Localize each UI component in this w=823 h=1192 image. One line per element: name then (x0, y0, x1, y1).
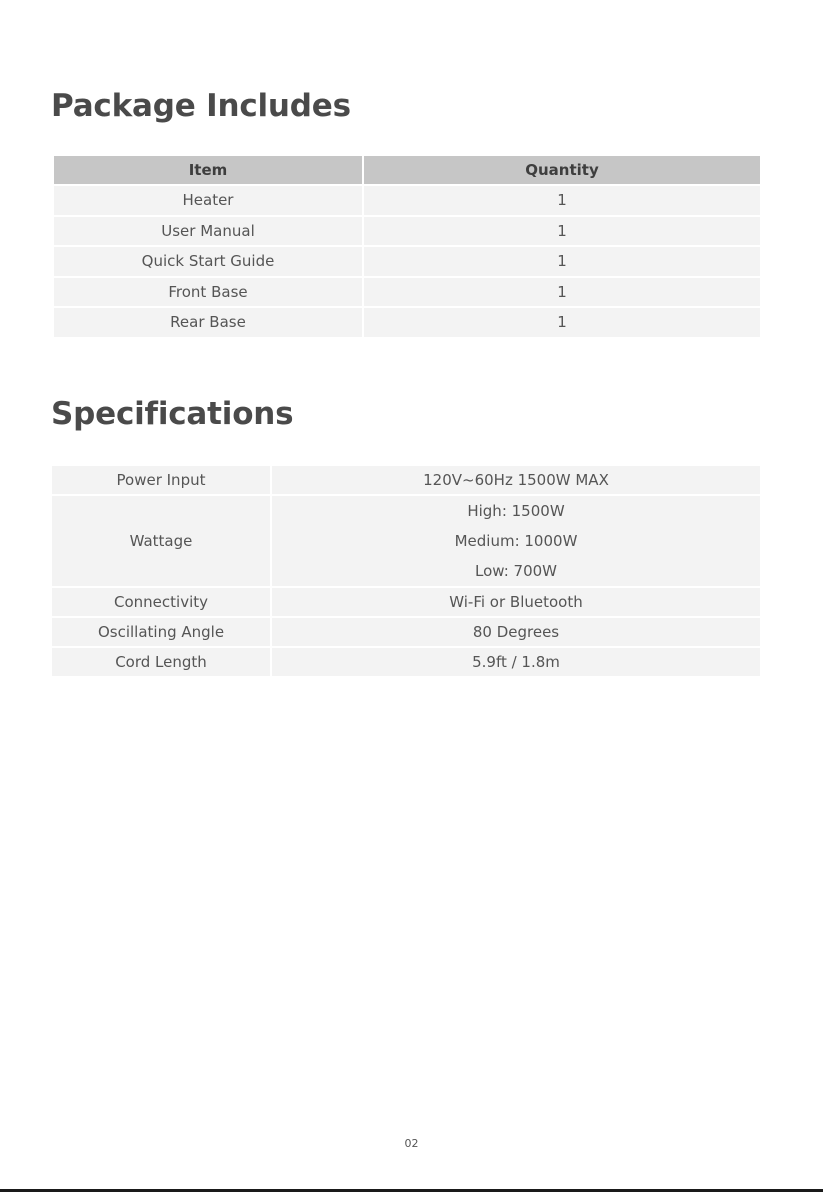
item-cell: Rear Base (54, 308, 362, 337)
package-table (52, 154, 762, 339)
page-number: 02 (404, 1137, 419, 1150)
wattage-high: High: 1500W (467, 502, 565, 520)
spec-label: Wattage (52, 496, 270, 586)
spec-value: 120V~60Hz 1500W MAX (272, 466, 760, 494)
package-includes-heading: Package Includes (51, 88, 351, 124)
quantity-cell: 1 (364, 217, 760, 246)
spec-row-wattage (52, 496, 760, 586)
spec-row-cord-length (52, 648, 760, 676)
spec-row-connectivity (52, 588, 760, 616)
spec-label: Connectivity (52, 588, 270, 616)
column-header-quantity: Quantity (364, 156, 760, 184)
specifications-table (50, 464, 762, 678)
spec-row-power-input (52, 466, 760, 494)
spec-label: Oscillating Angle (52, 618, 270, 646)
quantity-cell: 1 (364, 186, 760, 215)
column-header-item: Item (54, 156, 362, 184)
spec-value: 80 Degrees (272, 618, 760, 646)
spec-label: Cord Length (52, 648, 270, 676)
item-cell: Quick Start Guide (54, 247, 362, 276)
spec-value: Wi-Fi or Bluetooth (272, 588, 760, 616)
item-cell: Front Base (54, 278, 362, 307)
table-row (54, 186, 760, 215)
quantity-cell: 1 (364, 278, 760, 307)
spec-label: Power Input (52, 466, 270, 494)
spec-value (272, 496, 760, 586)
table-header-row (54, 156, 760, 184)
quantity-cell: 1 (364, 308, 760, 337)
table-row (54, 247, 760, 276)
specifications-heading: Specifications (51, 396, 294, 432)
quantity-cell: 1 (364, 247, 760, 276)
table-row (54, 308, 760, 337)
spec-value: 5.9ft / 1.8m (272, 648, 760, 676)
wattage-low: Low: 700W (474, 562, 557, 580)
item-cell: User Manual (54, 217, 362, 246)
table-row (54, 217, 760, 246)
table-row (54, 278, 760, 307)
item-cell: Heater (54, 186, 362, 215)
wattage-medium: Medium: 1000W (454, 532, 578, 550)
spec-row-oscillating-angle (52, 618, 760, 646)
